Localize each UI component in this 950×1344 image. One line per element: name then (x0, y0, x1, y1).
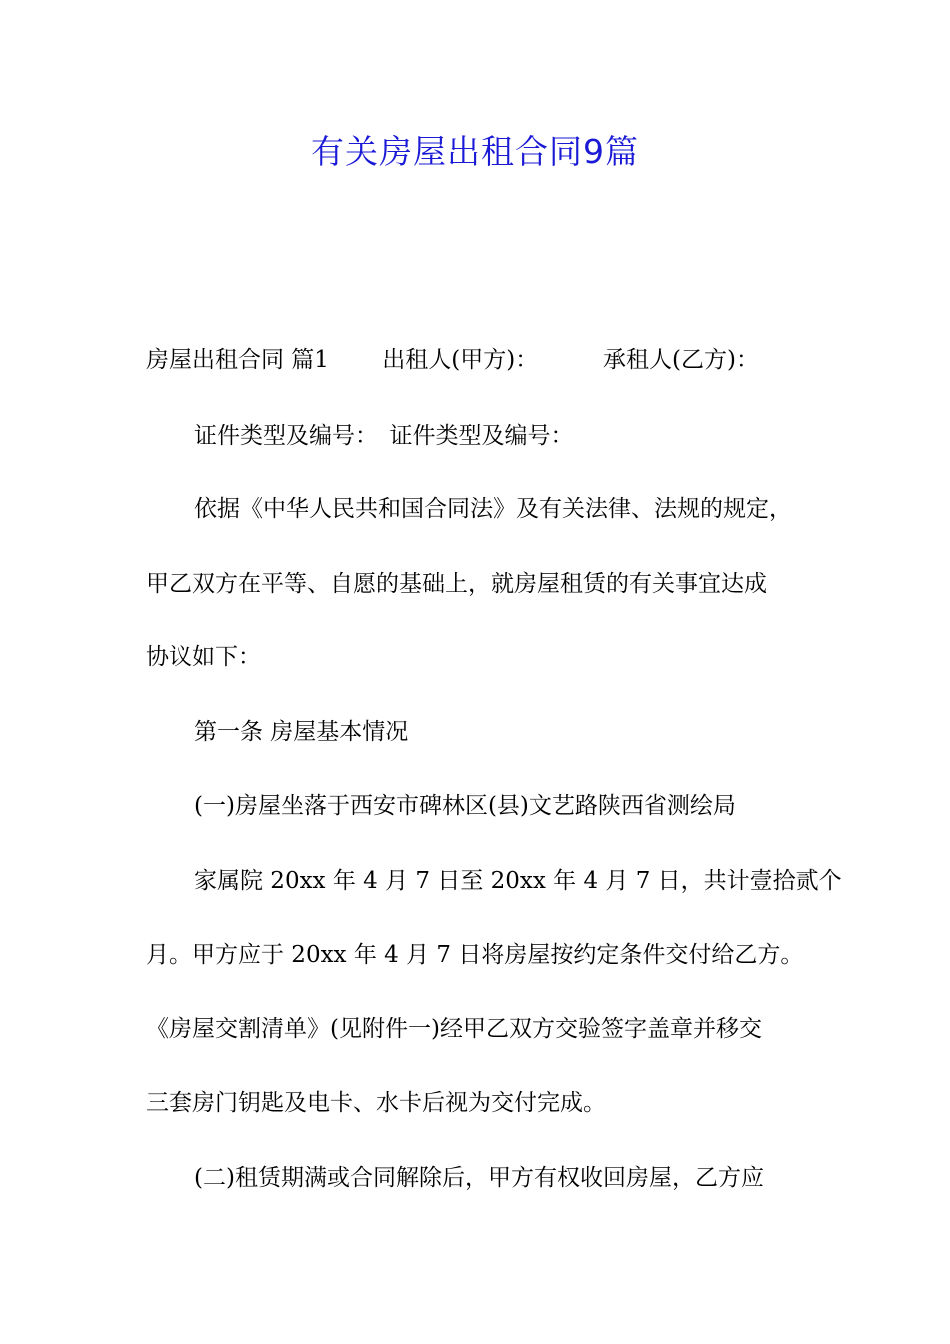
paragraph-line: 月。甲方应于 20xx 年 4 月 7 日将房屋按约定条件交付给乙方。 (146, 942, 804, 968)
paragraph-line: 家属院 20xx 年 4 月 7 日至 20xx 年 4 月 7 日，共计壹拾贰个 (194, 868, 842, 894)
paragraph-line: 协议如下： (146, 644, 261, 670)
paragraph-line: 三套房门钥匙及电卡、水卡后视为交付完成。 (146, 1090, 606, 1116)
paragraph-line: 证件类型及编号： 证件类型及编号： (194, 423, 574, 449)
paragraph-line: 房屋出租合同 篇1 出租人(甲方)： 承租人(乙方)： (146, 347, 759, 373)
paragraph-line: (一)房屋坐落于西安市碑林区(县)文艺路陕西省测绘局 (194, 793, 736, 819)
paragraph-line: 依据《中华人民共和国合同法》及有关法律、法规的规定， (194, 496, 792, 522)
document-title: 有关房屋出租合同9篇 (311, 132, 639, 171)
paragraph-line: 《房屋交割清单》(见附件一)经甲乙双方交验签字盖章并移交 (146, 1016, 762, 1042)
paragraph-line: 甲乙双方在平等、自愿的基础上，就房屋租赁的有关事宜达成 (146, 571, 767, 597)
paragraph-line: (二)租赁期满或合同解除后，甲方有权收回房屋，乙方应 (194, 1165, 764, 1191)
section-heading: 第一条 房屋基本情况 (194, 719, 409, 745)
